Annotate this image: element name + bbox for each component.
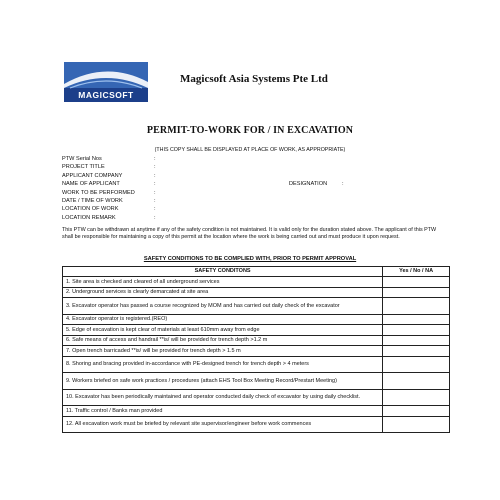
conditions-heading: SAFETY CONDITIONS TO BE COMPLIED WITH, PRIOR TO PERMIT APPROVAL (143, 256, 357, 262)
condition-text: 8. Shoring and bracing provided in-accordance with PE-designed trench for trench depth > 4 meters (63, 356, 383, 373)
validity-notice: This PTW can be withdrawn at anytime if any of the safety condition is not maintained. It is valid only for the duration stated above. The applicant of this PTW shall be responsible for maintaining a copy of this permit at the location where the work is being carried out and must produce it upon request. (62, 227, 437, 240)
answer-cell[interactable] (383, 277, 450, 288)
table-row (63, 287, 450, 298)
answer-cell[interactable] (383, 287, 450, 298)
answer-cell[interactable] (383, 406, 450, 417)
table-row (63, 346, 450, 357)
answer-cell[interactable] (383, 373, 450, 390)
field-label: WORK TO BE PERFORMED (62, 189, 135, 196)
field-label: PTW Serial Nos (62, 156, 102, 162)
field-row (62, 180, 442, 188)
answer-cell[interactable] (383, 346, 450, 357)
safety-conditions-table (62, 266, 450, 433)
table-row (63, 389, 450, 406)
condition-text: 9. Workers briefed on safe work practices / procedures (attach EHS Tool Box Meeting Record/Prestart Meeting) (63, 373, 383, 390)
condition-text: 6. Safe means of access and handrail **is/ will be provided for trench depth >1.2 m (63, 335, 383, 346)
table-row (63, 335, 450, 346)
table-row (63, 325, 450, 336)
field-row (62, 189, 442, 197)
column-header-conditions: SAFETY CONDITONS (63, 267, 383, 277)
field-label: PROJECT TITLE (62, 164, 105, 171)
table-header-row (63, 267, 450, 277)
table-row (63, 314, 450, 325)
magicsoft-logo (64, 62, 148, 102)
table-row (63, 406, 450, 417)
field-label: DATE / TIME OF WORK (62, 197, 123, 204)
table-row (63, 356, 450, 373)
field-row (62, 155, 442, 163)
field-colon: : (154, 181, 156, 188)
answer-cell[interactable] (383, 356, 450, 373)
field-label: NAME OF APPLICANT (62, 181, 120, 188)
table-row (63, 277, 450, 288)
field-row (62, 197, 442, 205)
field-colon: : (154, 189, 156, 196)
answer-cell[interactable] (383, 325, 450, 336)
document-title: PERMIT-TO-WORK FOR / IN EXCAVATION (146, 125, 354, 136)
condition-text: 3. Excavator operator has passed a course recognized by MOM and has carried out daily check of the excavator (63, 298, 383, 315)
table-row (63, 373, 450, 390)
condition-text: 11. Traffic control / Banks man provided (63, 406, 383, 417)
condition-text: 12. All excavation work must be briefed by relevant site supervisor/engineer before work commences (63, 416, 383, 433)
answer-cell[interactable] (383, 298, 450, 315)
field-colon: : (154, 156, 156, 162)
company-name: Magicsoft Asia Systems Pte Ltd (180, 73, 328, 85)
copy-note: (THIS COPY SHALL BE DISPLAYED AT PLACE OF WORK, AS APPROPRIATE) (154, 147, 346, 153)
designation-label: DESIGNATION (289, 181, 328, 188)
column-header-answer: Yes / No / NA (383, 267, 450, 277)
answer-cell[interactable] (383, 335, 450, 346)
field-colon: : (154, 214, 156, 221)
table-row (63, 416, 450, 433)
field-row (62, 163, 442, 171)
field-row (62, 172, 442, 180)
condition-text: 1. Site area is checked and cleared of all underground services (63, 277, 383, 288)
field-row (62, 205, 442, 213)
answer-cell[interactable] (383, 314, 450, 325)
condition-text: 10. Excavator has been periodically maintained and operator conducted daily check of excavator by using daily checklist. (63, 389, 383, 406)
condition-text: 5. Edge of excavation is kept clear of materials at least 610mm away from edge (63, 325, 383, 336)
field-row (62, 214, 442, 222)
condition-text: 4. Excavator operator is registered.(REO) (63, 314, 383, 325)
condition-text: 7. Open trench barricaded **is/ will be provided for trench depth > 1.5 m (63, 346, 383, 357)
field-colon: : (342, 181, 344, 188)
permit-fields (62, 155, 442, 222)
answer-cell[interactable] (383, 389, 450, 406)
field-colon: : (154, 206, 156, 213)
table-row (63, 298, 450, 315)
field-label: APPLICANT COMPANY (62, 172, 123, 179)
logo-text: MAGICSOFT (78, 90, 134, 100)
field-label: LOCATION REMARK (62, 214, 116, 221)
field-colon: : (154, 164, 156, 171)
field-label: LOCATION OF WORK (62, 206, 119, 213)
field-colon: : (154, 172, 156, 179)
field-colon: : (154, 197, 156, 204)
condition-text: 2. Underground services is clearly demarcated at site area (63, 287, 383, 298)
answer-cell[interactable] (383, 416, 450, 433)
